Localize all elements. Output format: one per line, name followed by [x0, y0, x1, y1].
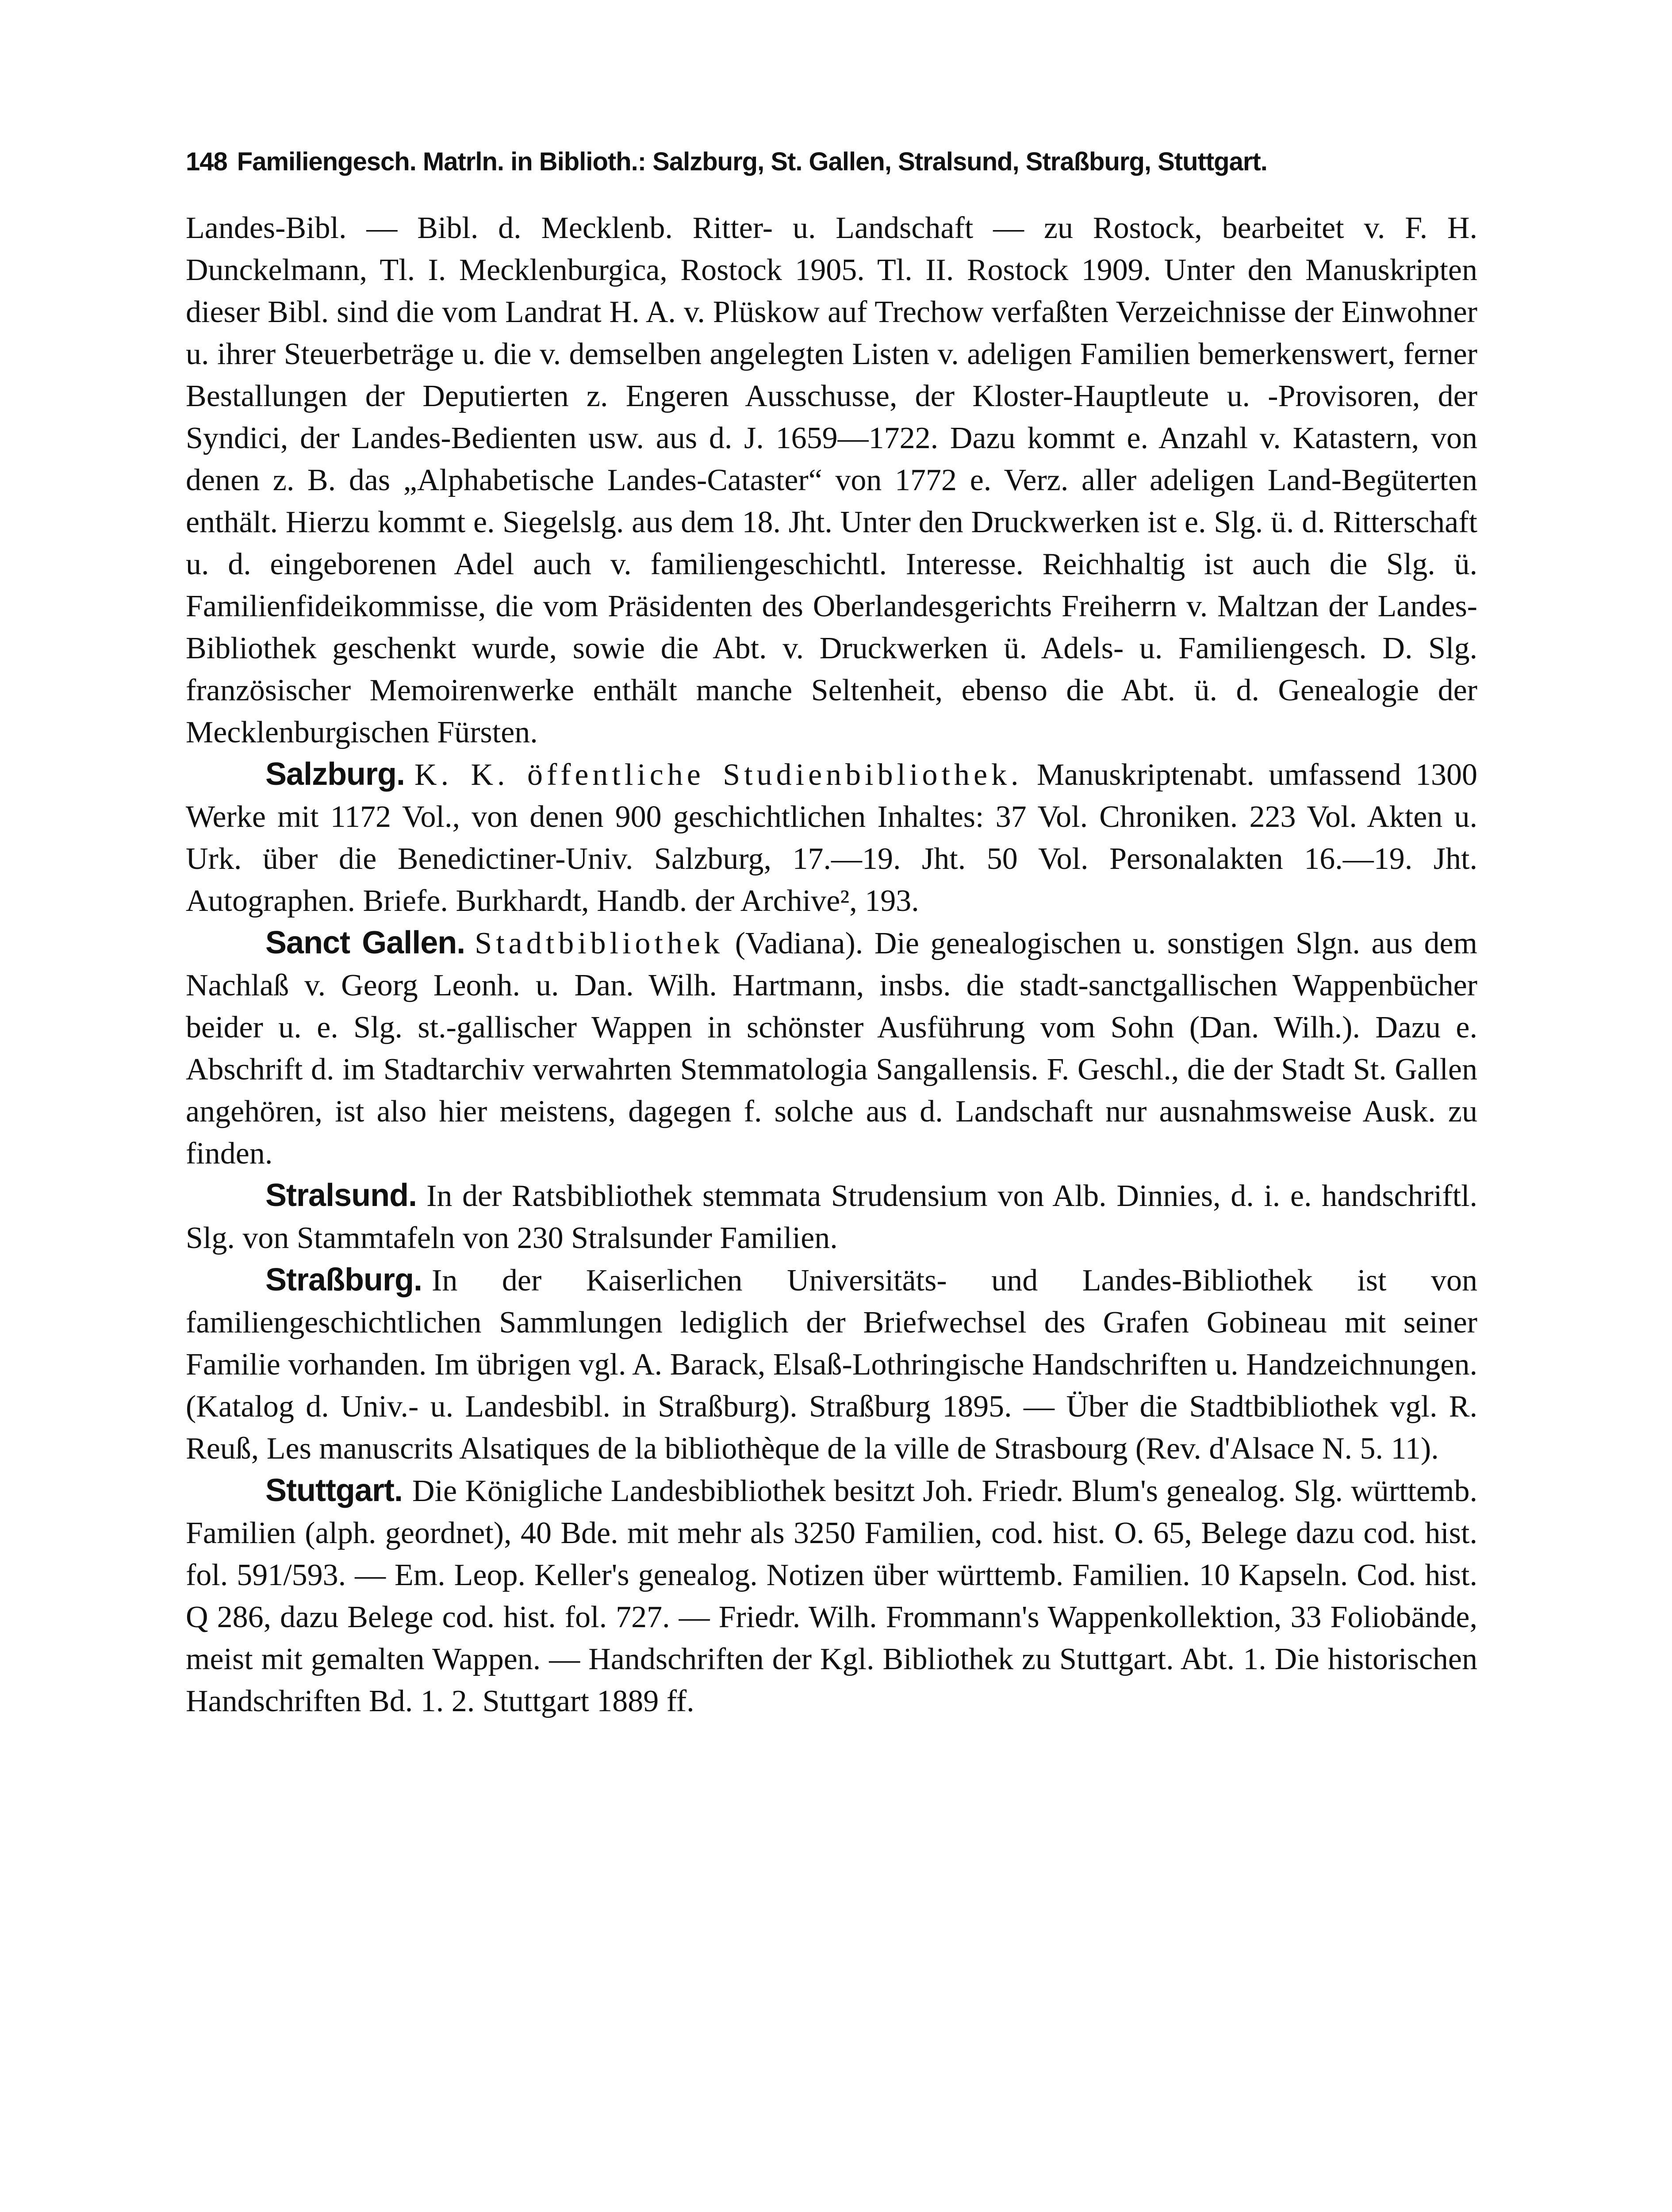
place-heading-stralsund: Stralsund.: [265, 1178, 417, 1213]
place-heading-stuttgart: Stuttgart.: [265, 1473, 403, 1508]
paragraph-strassburg: [186, 1259, 1477, 1470]
library-name-salzburg: K. K. öffentliche Studienbibliothek.: [414, 758, 1023, 792]
page-number: 148: [186, 147, 227, 176]
paragraph-salzburg: [186, 753, 1477, 922]
paragraph-text: Landes-Bibl. — Bibl. d. Mecklenb. Ritter- u. Landschaft — zu Rostock, bearbeitet v. F. H. Dunckelmann, Tl. I. Mecklenburgica, Rostock 1905. Tl. II. Rostock 1909. Unter den Manuskripten dieser Bibl. sind die vom Landrat H. A. v. Plüskow auf Trechow verfaßten Verzeichnisse der Einwohner u. ihrer Steuerbeträge u. die v. demselben angelegten Listen v. adeligen Familien bemerkenswert, ferner Bestallungen der Deputierten z. Engeren Ausschusse, der Kloster-Hauptleute u. -Provisoren, der Syndici, der Landes-Bedienten usw. aus d. J. 1659—1722. Dazu kommt e. Anzahl v. Katastern, von denen z. B. das „Alphabetische Landes-Cataster“ von 1772 e. Verz. aller adeligen Land-Begüterten enthält. Hierzu kommt e. Siegelslg. aus dem 18. Jht. Unter den Druckwerken ist e. Slg. ü. d. Ritterschaft u. d. eingeborenen Adel auch v. familiengeschichtl. Interesse. Reichhaltig ist auch die Slg. ü. Familienfideikommisse, die vom Präsidenten des Oberlandesgerichts Freiherrn v. Maltzan der Landes-Bibliothek geschenkt wurde, sowie die Abt. v. Druckwerken ü. Adels- u. Familiengesch. D. Slg. französischer Memoirenwerke enthält manche Seltenheit, ebenso die Abt. ü. d. Genealogie der Mecklenburgischen Fürsten.: [186, 211, 1477, 749]
paragraph-text: Die Königliche Landesbibliothek besitzt Joh. Friedr. Blum's genealog. Slg. württemb. Familien (alph. geordnet), 40 Bde. mit mehr als 3250 Familien, cod. hist. O. 65, Belege dazu cod. hist. fol. 591/593. — Em. Leop. Keller's genealog. Notizen über württemb. Familien. 10 Kapseln. Cod. hist. Q 286, dazu Belege cod. hist. fol. 727. — Friedr. Wilh. Frommann's Wappenkollektion, 33 Foliobände, meist mit gemalten Wappen. — Handschriften der Kgl. Bibliothek zu Stuttgart. Abt. 1. Die historischen Handschriften Bd. 1. 2. Stuttgart 1889 ff.: [186, 1474, 1477, 1718]
page: [186, 146, 1477, 1722]
paragraph-stuttgart: [186, 1470, 1477, 1722]
paragraph-text: In der Ratsbibliothek stemmata Strudensium von Alb. Dinnies, d. i. e. handschriftl. Slg. von Stammtafeln von 230 Stralsunder Familien.: [186, 1179, 1477, 1255]
place-heading-sanct-gallen: Sanct Gallen.: [265, 925, 465, 960]
place-heading-strassburg: Straßburg.: [265, 1262, 422, 1298]
paragraph-sanct-gallen: [186, 922, 1477, 1175]
running-header: [186, 146, 1477, 178]
paragraph-text: (Vadiana). Die genealogischen u. sonstigen Slgn. aus dem Nachlaß v. Georg Leonh. u. Dan. Wilh. Hartmann, insbs. die stadt-sanctgallischen Wappenbücher beider u. e. Slg. st.-gallischer Wappen in schönster Ausführung vom Sohn (Dan. Wilh.). Dazu e. Abschrift d. im Stadtarchiv verwahrten Stemmatologia Sangallensis. F. Geschl., die der Stadt St. Gallen angehören, ist also hier meistens, dagegen f. solche aus d. Landschaft nur ausnahmsweise Ausk. zu finden.: [186, 926, 1478, 1171]
paragraph-text: Manuskriptenabt. umfassend 1300 Werke mit 1172 Vol., von denen 900 geschichtlichen Inhaltes: 37 Vol. Chroniken. 223 Vol. Akten u. Urk. über die Benedictiner-Univ. Salzburg, 17.—19. Jht. 50 Vol. Personalakten 16.—19. Jht. Autographen. Briefe. Burkhardt, Handb. der Archive², 193.: [186, 758, 1477, 918]
library-name-sanct-gallen: Stadtbibliothek: [475, 926, 724, 960]
running-title: Familiengesch. Matrln. in Biblioth.: Salzburg, St. Gallen, Stralsund, Straßburg, Stuttgart.: [237, 147, 1267, 176]
paragraph-stralsund: [186, 1175, 1477, 1259]
place-heading-salzburg: Salzburg.: [265, 757, 405, 792]
paragraph-text: In der Kaiserlichen Universitäts- und Landes-Bibliothek ist von familiengeschichtlichen Sammlungen lediglich der Briefwechsel des Grafen Gobineau mit seiner Familie vorhanden. Im übrigen vgl. A. Barack, Elsaß-Lothringische Handschriften u. Handzeichnungen. (Katalog d. Univ.- u. Landesbibl. in Straßburg). Straßburg 1895. — Über die Stadtbibliothek vgl. R. Reuß, Les manuscrits Alsatiques de la bibliothèque de la ville de Strasbourg (Rev. d'Alsace N. 5. 11).: [186, 1263, 1477, 1466]
paragraph-rostock: [186, 207, 1477, 753]
